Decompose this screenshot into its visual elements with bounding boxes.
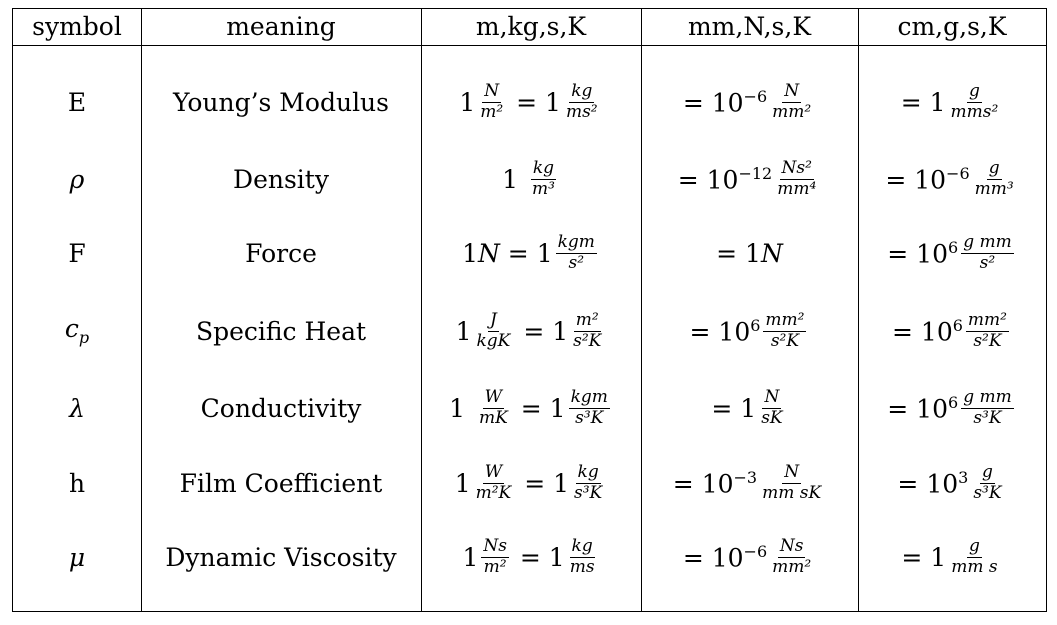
cm-value-cell: = $10^6$ $\frac{\text{mm²}}{\text{s²K}}$ [892, 309, 1007, 351]
mm-value-cell: = 1 N [716, 238, 783, 268]
symbol-cell: F [68, 238, 86, 268]
header-meaning: meaning [226, 11, 336, 41]
header-cm-units: cm,g,s,K [897, 11, 1007, 41]
si-value-cell: 1 $\frac{W}{mK}$ = 1 $\frac{\text{kgm}}{\text{s³K}}$ [449, 386, 608, 428]
meaning-cell: Specific Heat [195, 316, 367, 346]
meaning-cell: Young’s Modulus [173, 87, 389, 117]
si-value-cell: 1 $\frac{W}{\text{m²K}}$ = 1 $\frac{kg}{\text{s³K}}$ [454, 461, 603, 503]
mm-value-cell: = $10^{-6}$ $\frac{Ns}{\text{mm²}}$ [682, 535, 812, 577]
si-value-cell: 1 N = 1 $\frac{\text{kgm}}{\text{s²}}$ [462, 231, 595, 273]
mm-value-cell: = $10^{-12}$ $\frac{\text{Ns²}}{\text{mm⁴}}$ [677, 157, 817, 199]
symbol-cell: E [67, 87, 87, 117]
si-value-cell: 1 $\frac{kg}{\text{m³}}$ [502, 157, 555, 199]
symbol-cell: h [68, 468, 86, 498]
cm-value-cell: = $10^3$ $\frac{g}{\text{s³K}}$ [897, 461, 1002, 503]
cm-value-cell: = $10^{-6}$ $\frac{g}{\text{mm³}}$ [885, 157, 1014, 199]
unit-conversion-table [12, 8, 1047, 612]
cm-value-cell: = 1 $\frac{g}{\text{mm s}}$ [901, 535, 998, 577]
cm-value-cell: = $10^6$ $\frac{\text{g mm}}{\text{s²}}$ [887, 231, 1012, 273]
si-value-cell: 1 $\frac{Ns}{\text{m²}}$ = 1 $\frac{kg}{ms}$ [462, 535, 595, 577]
mm-value-cell: = $10^6$ $\frac{\text{mm²}}{\text{s²K}}$ [689, 309, 805, 351]
symbol-cell: ρ [69, 164, 85, 194]
header-si-units: m,kg,s,K [475, 11, 587, 41]
meaning-cell: Force [245, 238, 317, 268]
meaning-cell: Density [233, 164, 329, 194]
meaning-cell: Film Coefficient [179, 468, 383, 498]
meaning-cell: Conductivity [200, 393, 362, 423]
cm-value-cell: = $10^6$ $\frac{\text{g mm}}{\text{s³K}}$ [887, 386, 1012, 428]
mm-value-cell: = $10^{-3}$ $\frac{N}{\text{mm sK}}$ [672, 461, 822, 503]
si-value-cell: 1 $\frac{J}{\text{kgK}}$ = 1 $\frac{\text{m²}}{\text{s²K}}$ [455, 309, 602, 351]
symbol-cell: μ [68, 542, 86, 572]
mm-value-cell: = 1 $\frac{N}{sK}$ [711, 386, 783, 428]
mm-value-cell: = $10^{-6}$ $\frac{N}{\text{mm²}}$ [682, 80, 812, 122]
symbol-cell: λ [69, 393, 85, 423]
meaning-cell: Dynamic Viscosity [165, 542, 397, 572]
header-symbol: symbol [32, 11, 122, 41]
si-value-cell: 1 $\frac{N}{\text{m²}}$ = 1 $\frac{kg}{\text{ms²}}$ [459, 80, 598, 122]
symbol-cell: $c_p$ [64, 314, 90, 347]
header-mm-units: mm,N,s,K [687, 11, 812, 41]
cm-value-cell: = 1 $\frac{g}{\text{mms²}}$ [900, 80, 999, 122]
header-rule [13, 45, 1046, 46]
